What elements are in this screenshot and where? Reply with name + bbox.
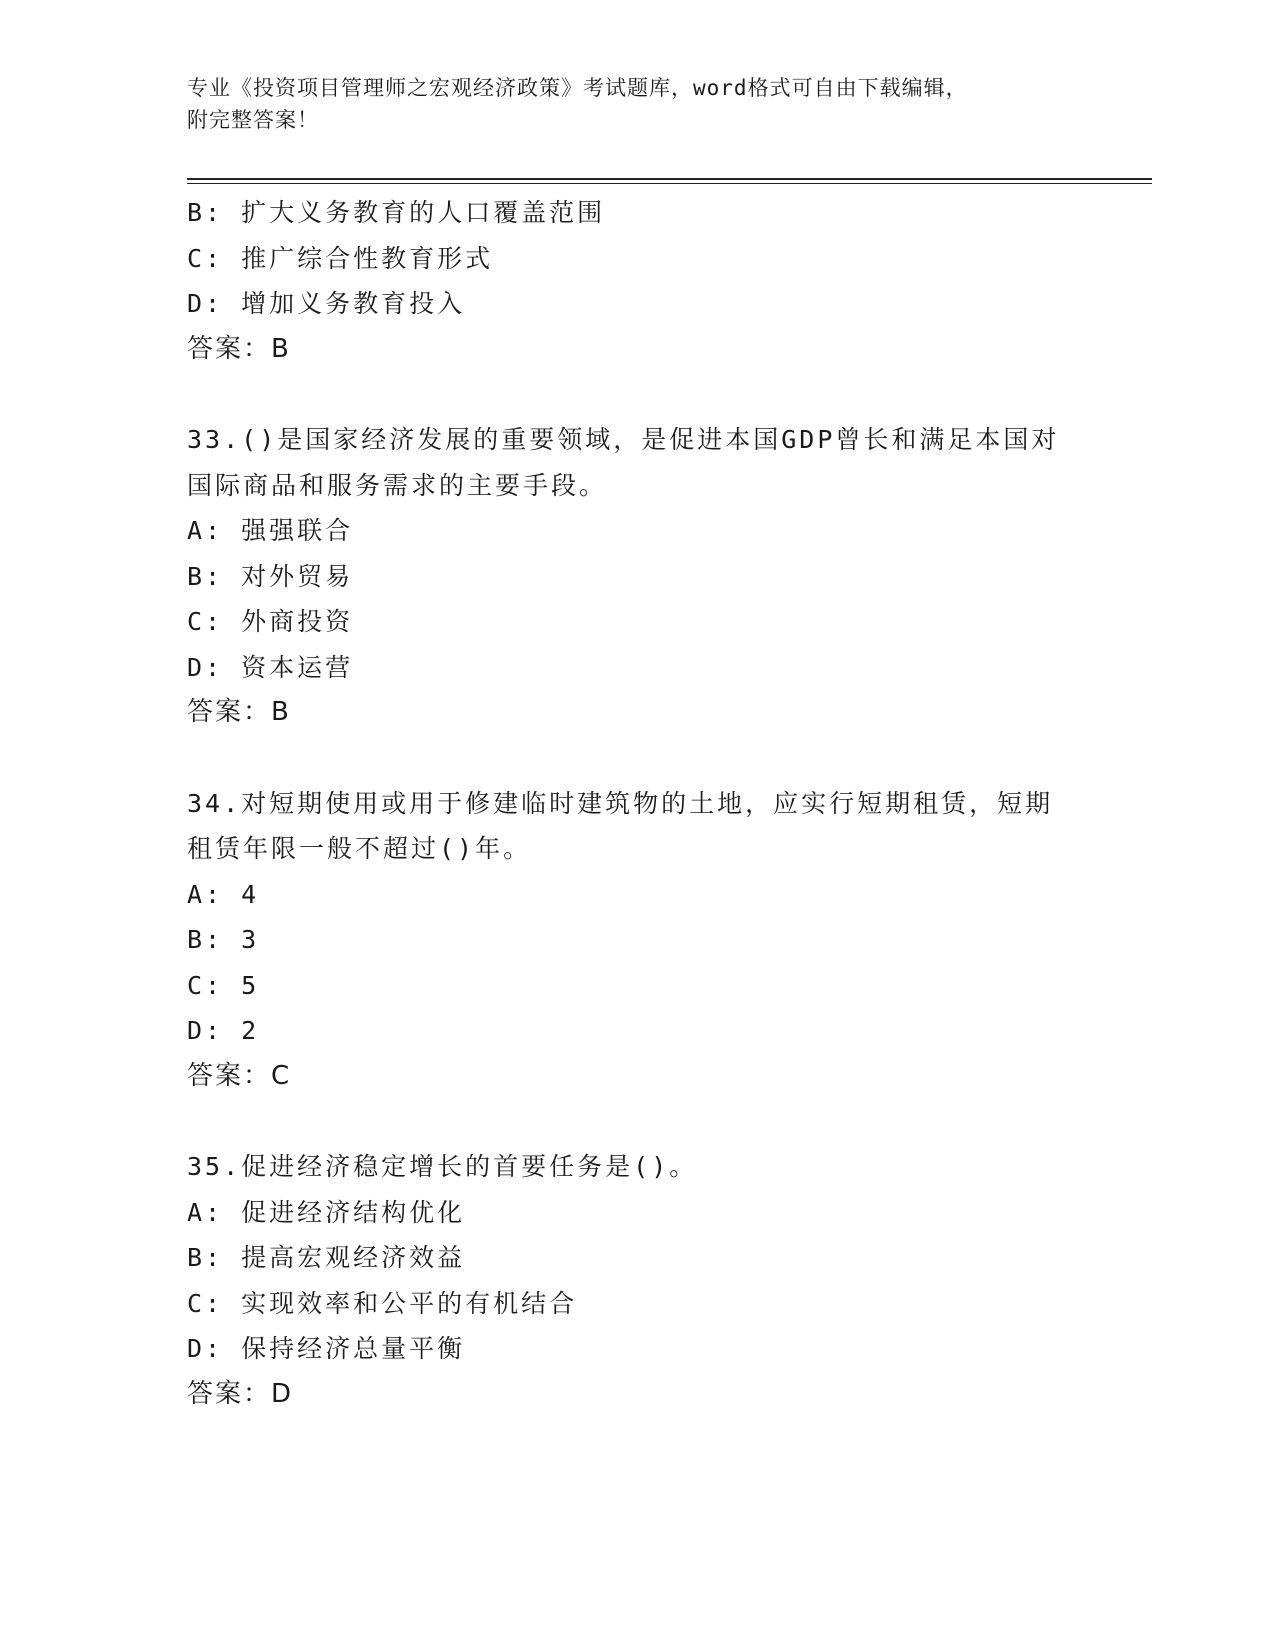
option-label: B:	[187, 561, 224, 591]
option-text: 提高宏观经济效益	[241, 1243, 466, 1272]
header-divider-thick	[187, 178, 1152, 180]
question-stem-line-2: 国际商品和服务需求的主要手段。	[187, 470, 608, 500]
answer-line: 答案：D	[187, 1378, 294, 1409]
option-text: 强强联合	[241, 516, 354, 545]
option-text: 推广综合性教育形式	[241, 243, 494, 273]
document-header	[187, 72, 1087, 136]
option-text: 2	[241, 1016, 260, 1045]
option-label: C:	[187, 970, 224, 1000]
option-text: 外商投资	[241, 607, 354, 636]
question-stem-line-1: 33.()是国家经济发展的重要领域，是促进本国GDP曾长和满足本国对	[187, 425, 1060, 454]
option-b	[187, 917, 1087, 963]
option-text: 5	[241, 970, 260, 1000]
question-stem	[187, 781, 1087, 872]
answer-line: 答案：B	[187, 697, 291, 727]
question-stem-line-1: 35.促进经济稳定增长的首要任务是()。	[187, 1152, 698, 1181]
option-d	[187, 281, 1087, 327]
answer-line: 答案：C	[187, 1060, 292, 1091]
question-35	[187, 1144, 1087, 1417]
option-a	[187, 872, 1087, 918]
option-text: 扩大义务教育的人口覆盖范围	[241, 198, 606, 227]
header-divider-thin	[187, 183, 1152, 184]
option-label: A:	[187, 879, 224, 909]
option-label: A:	[187, 1197, 224, 1227]
question-stem	[187, 417, 1087, 508]
question-stem	[187, 1144, 1087, 1190]
option-text: 实现效率和公平的有机结合	[241, 1288, 578, 1318]
header-intro-line-1: 专业《投资项目管理师之宏观经济政策》考试题库，word格式可自由下载编辑，	[187, 76, 968, 100]
answer-line: 答案：B	[187, 333, 291, 364]
option-text: 3	[241, 925, 260, 954]
option-c	[187, 236, 1087, 282]
option-a	[187, 508, 1087, 554]
option-label: C:	[187, 1288, 224, 1318]
question-spacer	[187, 1099, 1087, 1144]
option-text: 保持经济总量平衡	[241, 1334, 466, 1363]
option-label: C:	[187, 243, 224, 273]
option-c	[187, 963, 1087, 1009]
option-d	[187, 1326, 1087, 1372]
option-text: 促进经济结构优化	[241, 1197, 466, 1227]
option-b	[187, 1235, 1087, 1281]
question-32	[187, 190, 1087, 372]
option-d	[187, 645, 1087, 691]
option-label: B:	[187, 198, 224, 227]
option-c	[187, 599, 1087, 645]
question-list	[187, 190, 1087, 1417]
option-text: 增加义务教育投入	[241, 289, 466, 318]
question-33	[187, 417, 1087, 736]
option-label: D:	[187, 1334, 224, 1363]
option-text: 对外贸易	[241, 561, 354, 591]
option-label: B:	[187, 925, 224, 954]
option-text: 资本运营	[241, 652, 354, 682]
option-b	[187, 554, 1087, 600]
option-d	[187, 1008, 1087, 1054]
option-a	[187, 1190, 1087, 1236]
question-spacer	[187, 736, 1087, 781]
option-c	[187, 1281, 1087, 1327]
header-intro-line-2: 附完整答案！	[187, 108, 319, 132]
question-stem-line-2: 租赁年限一般不超过()年。	[187, 834, 532, 863]
question-34	[187, 781, 1087, 1100]
option-label: C:	[187, 607, 224, 636]
question-stem-line-1: 34.对短期使用或用于修建临时建筑物的土地，应实行短期租赁，短期	[187, 788, 1054, 818]
option-label: D:	[187, 1016, 224, 1045]
option-label: D:	[187, 652, 224, 682]
question-spacer	[187, 372, 1087, 417]
option-text: 4	[241, 879, 260, 909]
option-label: A:	[187, 516, 224, 545]
option-label: D:	[187, 289, 224, 318]
option-b	[187, 190, 1087, 236]
option-label: B:	[187, 1243, 224, 1272]
